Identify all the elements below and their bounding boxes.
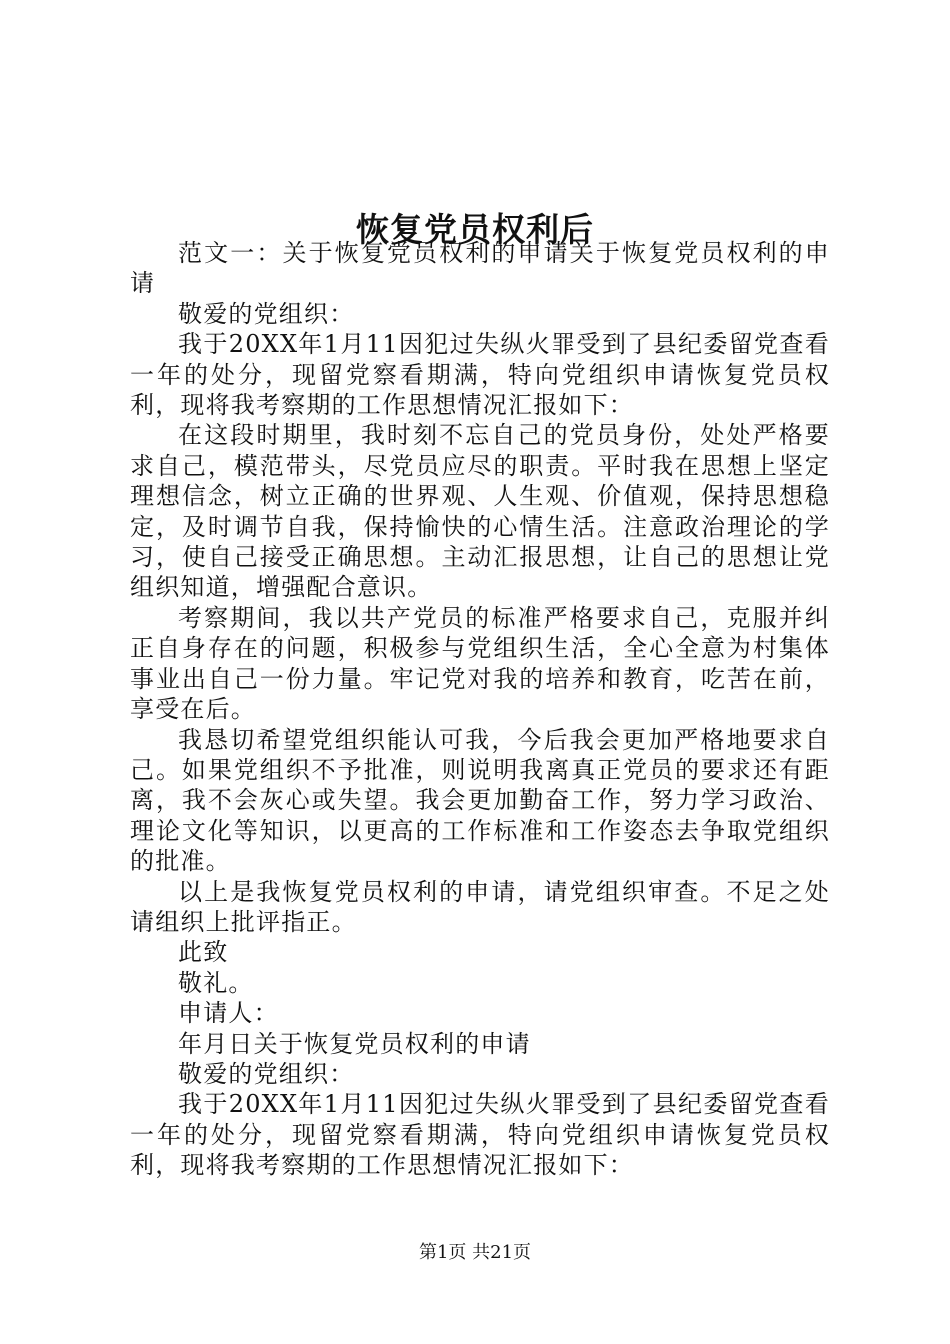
paragraph: 以上是我恢复党员权利的申请，请党组织审查。不足之处请组织上批评指正。 <box>130 877 830 936</box>
paragraph-intro: 范文一：关于恢复党员权利的申请关于恢复党员权利的申请 <box>130 239 830 298</box>
document-title: 恢复党员权利后 <box>356 210 594 250</box>
paragraph: 我于20XX年1月11因犯过失纵火罪受到了县纪委留党查看一年的处分，现留党察看期满，特向党组织申请恢复党员权利，现将我考察期的工作思想情况汇报如下： <box>130 330 830 420</box>
paragraph: 在这段时期里，我时刻不忘自己的党员身份，处处严格要求自己，模范带头，尽党员应尽的职责。平时我在思想上坚定理想信念，树立正确的世界观、人生观、价值观，保持思想稳定，及时调节自我，保持愉快的心情生活。注意政治理论的学习，使自己接受正确思想。主动汇报思想，让自己的思想让党组织知道，增强配合意识。 <box>130 421 830 602</box>
page-number: 第1页 共21页 <box>418 1242 532 1263</box>
closing-line: 此致 <box>178 938 229 967</box>
salutation: 敬爱的党组织： <box>178 299 355 328</box>
closing-regards: 敬礼。 <box>178 968 254 997</box>
paragraph: 我于20XX年1月11因犯过失纵火罪受到了县纪委留党查看一年的处分，现留党察看期满，特向党组织申请恢复党员权利，现将我考察期的工作思想情况汇报如下： <box>130 1090 830 1180</box>
paragraph: 我恳切希望党组织能认可我，今后我会更加严格地要求自己。如果党组织不予批准，则说明我离真正党员的要求还有距离，我不会灰心或失望。我会更加勤奋工作，努力学习政治、理论文化等知识，以更高的工作标准和工作姿态去争取党组织的批准。 <box>130 725 830 876</box>
applicant-label: 申请人： <box>178 999 279 1028</box>
document-body <box>130 238 830 1181</box>
date-line: 年月日关于恢复党员权利的申请 <box>178 1029 531 1058</box>
salutation: 敬爱的党组织： <box>178 1059 355 1088</box>
paragraph: 考察期间，我以共产党员的标准严格要求自己，克服并纠正自身存在的问题，积极参与党组织生活，全心全意为村集体事业出自己一份力量。牢记党对我的培养和教育，吃苦在前，享受在后。 <box>130 603 830 724</box>
